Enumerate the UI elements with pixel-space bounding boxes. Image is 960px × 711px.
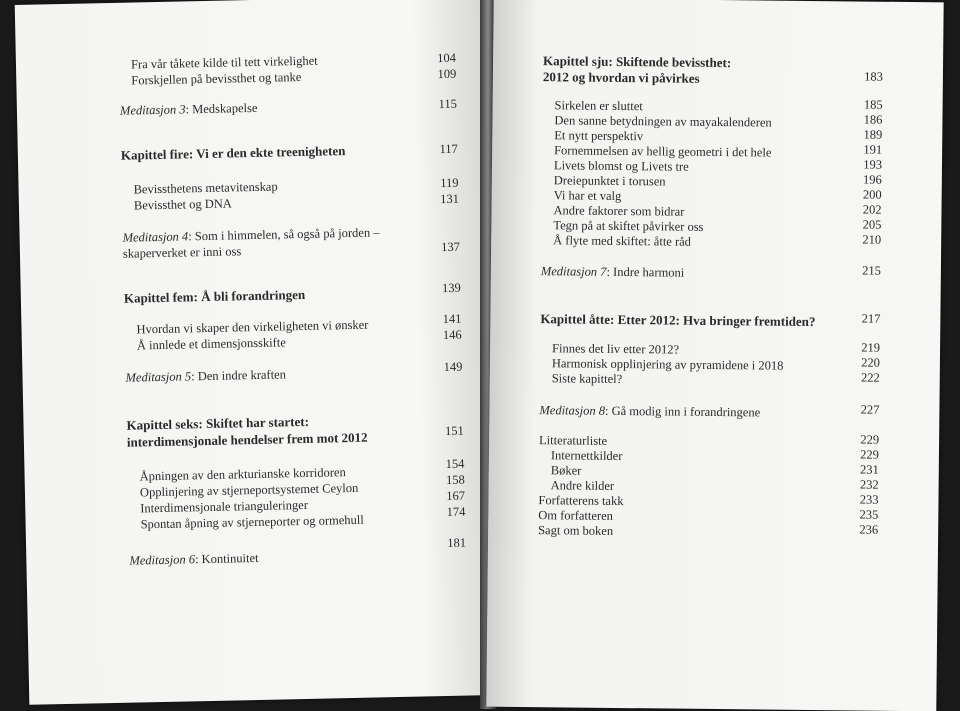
toc-entry-title: Tegn på at skiftet påvirker oss bbox=[553, 218, 704, 234]
toc-entry-title: Siste kapittel? bbox=[551, 371, 623, 387]
toc-entry-page: 109 bbox=[437, 66, 457, 82]
toc-entry-title: Andre kilder bbox=[550, 478, 615, 493]
toc-meditation: Meditasjon 3: Medskapelse bbox=[119, 100, 258, 118]
toc-entry-page: 158 bbox=[445, 472, 465, 488]
toc-entry-page: 202 bbox=[862, 202, 882, 217]
toc-entry-page: 139 bbox=[441, 280, 461, 296]
toc-meditation: Meditasjon 8: Gå modig inn i forandringene bbox=[539, 403, 761, 420]
toc-entry-page: 215 bbox=[862, 263, 881, 278]
toc-entry-page: 151 bbox=[444, 423, 464, 439]
toc-entry-page: 104 bbox=[437, 50, 457, 66]
toc-entry-title: Litteraturliste bbox=[539, 433, 608, 448]
toc-entry-page: 117 bbox=[439, 141, 458, 157]
toc-entry-page: 231 bbox=[859, 462, 879, 477]
toc-entry-page: 222 bbox=[860, 370, 880, 385]
toc-entry-title: Forskjellen på bevissthet og tanke bbox=[131, 69, 302, 88]
toc-entry-title: Opplinjering av stjerneportsystemet Ceylon bbox=[139, 480, 359, 500]
toc-entry-page: 196 bbox=[863, 172, 882, 187]
toc-entry-page: 219 bbox=[861, 340, 881, 355]
toc-entry-page: 149 bbox=[443, 359, 463, 375]
toc-entry-title: Sirkelen er sluttet bbox=[554, 98, 643, 114]
toc-entry-page: 141 bbox=[442, 311, 462, 327]
toc-entry-page: 193 bbox=[863, 157, 883, 172]
toc-entry-page: 200 bbox=[862, 187, 882, 202]
right-page bbox=[486, 0, 943, 711]
toc-entry-title: Bevissthet og DNA bbox=[133, 196, 232, 213]
toc-chapter: interdimensjonale hendelser frem mot 2012 bbox=[126, 429, 368, 450]
toc-entry-title: Å innlede et dimensjonsskifte bbox=[136, 335, 286, 353]
toc-entry-title: Hvordan vi skaper den virkeligheten vi ønsker bbox=[136, 317, 369, 337]
toc-entry-page: 154 bbox=[445, 456, 465, 472]
toc-entry-title: skaperverket er inni oss bbox=[122, 244, 242, 261]
toc-chapter: Kapittel sju: Skiftende bevissthet: bbox=[542, 53, 732, 71]
toc-entry-page: 210 bbox=[862, 232, 882, 247]
toc-entry-title: Livets blomst og Livets tre bbox=[553, 158, 689, 174]
toc-entry-page: 181 bbox=[447, 535, 467, 551]
toc-entry-title: Om forfatteren bbox=[538, 508, 614, 523]
left-page bbox=[15, 0, 496, 705]
toc-entry-title: Et nytt perspektiv bbox=[554, 128, 644, 144]
toc-meditation: Meditasjon 4: Som i himmelen, så også på jorden – bbox=[122, 225, 380, 245]
toc-entry-title: Bevissthetens metavitenskap bbox=[133, 179, 278, 197]
toc-chapter: Kapittel fem: Å bli forandringen bbox=[123, 286, 306, 306]
toc-entry-page: 235 bbox=[859, 507, 879, 522]
toc-entry-title: Andre faktorer som bidrar bbox=[553, 203, 685, 219]
toc-entry-title: Dreiepunktet i torusen bbox=[553, 173, 666, 189]
toc-entry-title: Fornemmelsen av hellig geometri i det hele bbox=[554, 143, 772, 160]
toc-entry-title: Interdimensjonale trianguleringer bbox=[140, 497, 309, 516]
toc-entry-page: 167 bbox=[446, 488, 466, 504]
toc-entry-page: 229 bbox=[860, 432, 880, 447]
toc-entry-title: Bøker bbox=[550, 463, 582, 478]
toc-entry-page: 189 bbox=[863, 127, 883, 142]
toc-entry-page: 131 bbox=[439, 191, 460, 207]
toc-entry-title: Å flyte med skiftet: åtte råd bbox=[553, 233, 692, 249]
toc-entry-page: 186 bbox=[863, 112, 883, 127]
toc-entry-title: Fra vår tåkete kilde til tett virkelighet bbox=[130, 53, 318, 72]
toc-entry-page: 115 bbox=[438, 96, 458, 112]
toc-entry-page: 174 bbox=[446, 504, 466, 520]
toc-meditation: Meditasjon 5: Den indre kraften bbox=[125, 367, 287, 385]
toc-entry-page: 233 bbox=[859, 492, 879, 507]
toc-entry-title: Sagt om boken bbox=[538, 523, 614, 538]
toc-chapter: Kapittel åtte: Etter 2012: Hva bringer fremtiden? bbox=[540, 311, 816, 330]
toc-entry-page: 119 bbox=[440, 175, 459, 191]
toc-chapter: Kapittel fire: Vi er den ekte treenigheten bbox=[120, 143, 346, 163]
toc-chapter: 2012 og hvordan vi påvirkes bbox=[542, 69, 700, 86]
toc-entry-title: Internettkilder bbox=[550, 448, 623, 464]
toc-entry-page: 185 bbox=[863, 97, 883, 112]
toc-entry-page: 229 bbox=[860, 447, 880, 462]
toc-entry-page: 220 bbox=[861, 355, 880, 370]
toc-entry-title: Finnes det liv etter 2012? bbox=[551, 341, 680, 357]
toc-chapter: Kapittel seks: Skiftet har startet: bbox=[126, 413, 310, 433]
toc-entry-page: 137 bbox=[440, 239, 461, 255]
toc-entry-title: Spontan åpning av stjerneporter og ormehull bbox=[140, 512, 364, 532]
toc-meditation: Meditasjon 7: Indre harmoni bbox=[540, 264, 685, 280]
toc-entry-title: Åpningen av den arkturianske korridoren bbox=[139, 465, 346, 484]
toc-entry-page: 191 bbox=[863, 142, 883, 157]
toc-entry-page: 217 bbox=[861, 311, 881, 326]
toc-entry-page: 183 bbox=[864, 69, 883, 84]
toc-meditation: Meditasjon 6: Kontinuitet bbox=[129, 550, 259, 568]
toc-entry-page: 227 bbox=[860, 402, 880, 417]
toc-entry-page: 232 bbox=[859, 477, 879, 492]
toc-entry-page: 236 bbox=[859, 522, 879, 537]
toc-entry-title: Vi har et valg bbox=[553, 188, 622, 204]
toc-entry-title: Den sanne betydningen av mayakalenderen bbox=[554, 113, 772, 130]
toc-entry-title: Harmonisk opplinjering av pyramidene i 2018 bbox=[551, 356, 784, 373]
toc-entry-title: Forfatterens takk bbox=[538, 493, 624, 509]
toc-entry-page: 205 bbox=[862, 217, 882, 232]
toc-entry-page: 146 bbox=[442, 327, 462, 343]
